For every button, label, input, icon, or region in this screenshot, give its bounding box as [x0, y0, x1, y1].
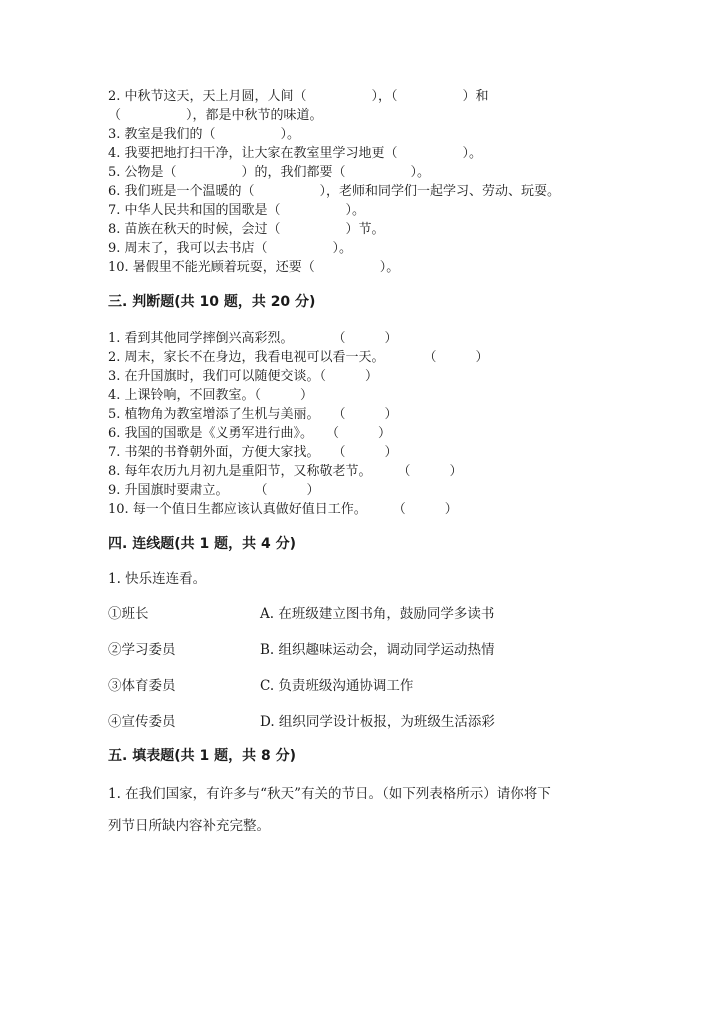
- matching-left-item: ③体育委员: [108, 678, 176, 694]
- fill-blank-line: 4. 我要把地打扫干净，让大家在教室里学习地更（ ）。: [108, 146, 483, 161]
- matching-right-item: A. 在班级建立图书角，鼓励同学多读书: [260, 606, 495, 622]
- section-heading-matching: 四. 连线题(共 1 题，共 4 分): [108, 536, 296, 552]
- fill-blank-line: 6. 我们班是一个温暖的（ ），老师和同学们一起学习、劳动、玩耍。: [108, 184, 561, 199]
- judgement-item: 9. 升国旗时要肃立。 （ ）: [108, 483, 320, 498]
- judgement-item: 2. 周末，家长不在身边，我看电视可以看一天。 （ ）: [108, 350, 489, 365]
- judgement-item: 3. 在升国旗时，我们可以随便交谈。（ ）: [108, 369, 379, 384]
- table-fill-question-line2: 列节日所缺内容补充完整。: [108, 818, 270, 834]
- judgement-item: 8. 每年农历九月初九是重阳节，又称敬老节。 （ ）: [108, 464, 463, 479]
- judgement-item: 1. 看到其他同学摔倒兴高彩烈。 （ ）: [108, 331, 398, 346]
- fill-blank-line: 5. 公物是（ ）的，我们都要（ ）。: [108, 165, 431, 180]
- matching-right-item: D. 组织同学设计板报，为班级生活添彩: [260, 714, 495, 730]
- matching-right-item: B. 组织趣味运动会，调动同学运动热情: [260, 642, 495, 658]
- fill-blank-line: 10. 暑假里不能光顾着玩耍，还要（ ）。: [108, 260, 400, 275]
- judgement-item: 10. 每一个值日生都应该认真做好值日工作。 （ ）: [108, 502, 458, 517]
- matching-left-item: ④宣传委员: [108, 714, 176, 730]
- table-fill-question-line1: 1. 在我们国家，有许多与“秋天”有关的节日。（如下列表格所示）请你将下: [108, 786, 551, 802]
- judgement-item: 4. 上课铃响，不回教室。（ ）: [108, 388, 314, 403]
- fill-blank-line: 8. 苗族在秋天的时候，会过（ ）节。: [108, 222, 385, 237]
- matching-left-item: ②学习委员: [108, 642, 176, 658]
- judgement-item: 5. 植物角为教室增添了生机与美丽。 （ ）: [108, 407, 398, 422]
- fill-blank-line: 3. 教室是我们的（ ）。: [108, 127, 301, 142]
- judgement-item: 6. 我国的国歌是《义勇军进行曲》。 （ ）: [108, 426, 392, 441]
- fill-blank-line: 9. 周末了，我可以去书店（ ）。: [108, 241, 353, 256]
- matching-question: 1. 快乐连连看。: [108, 571, 207, 587]
- section-heading-table-fill: 五. 填表题(共 1 题，共 8 分): [108, 748, 296, 764]
- fill-blank-line: 2. 中秋节这天，天上月圆，人间（ ），（ ）和: [108, 89, 489, 104]
- fill-blank-line: 7. 中华人民共和国的国歌是（ ）。: [108, 203, 366, 218]
- section-heading-judgement: 三. 判断题(共 10 题，共 20 分): [108, 294, 316, 310]
- fill-blank-line: （ ），都是中秋节的味道。: [108, 108, 323, 123]
- matching-left-item: ①班长: [108, 606, 149, 622]
- judgement-item: 7. 书架的书脊朝外面，方便大家找。 （ ）: [108, 445, 398, 460]
- matching-right-item: C. 负责班级沟通协调工作: [260, 678, 414, 694]
